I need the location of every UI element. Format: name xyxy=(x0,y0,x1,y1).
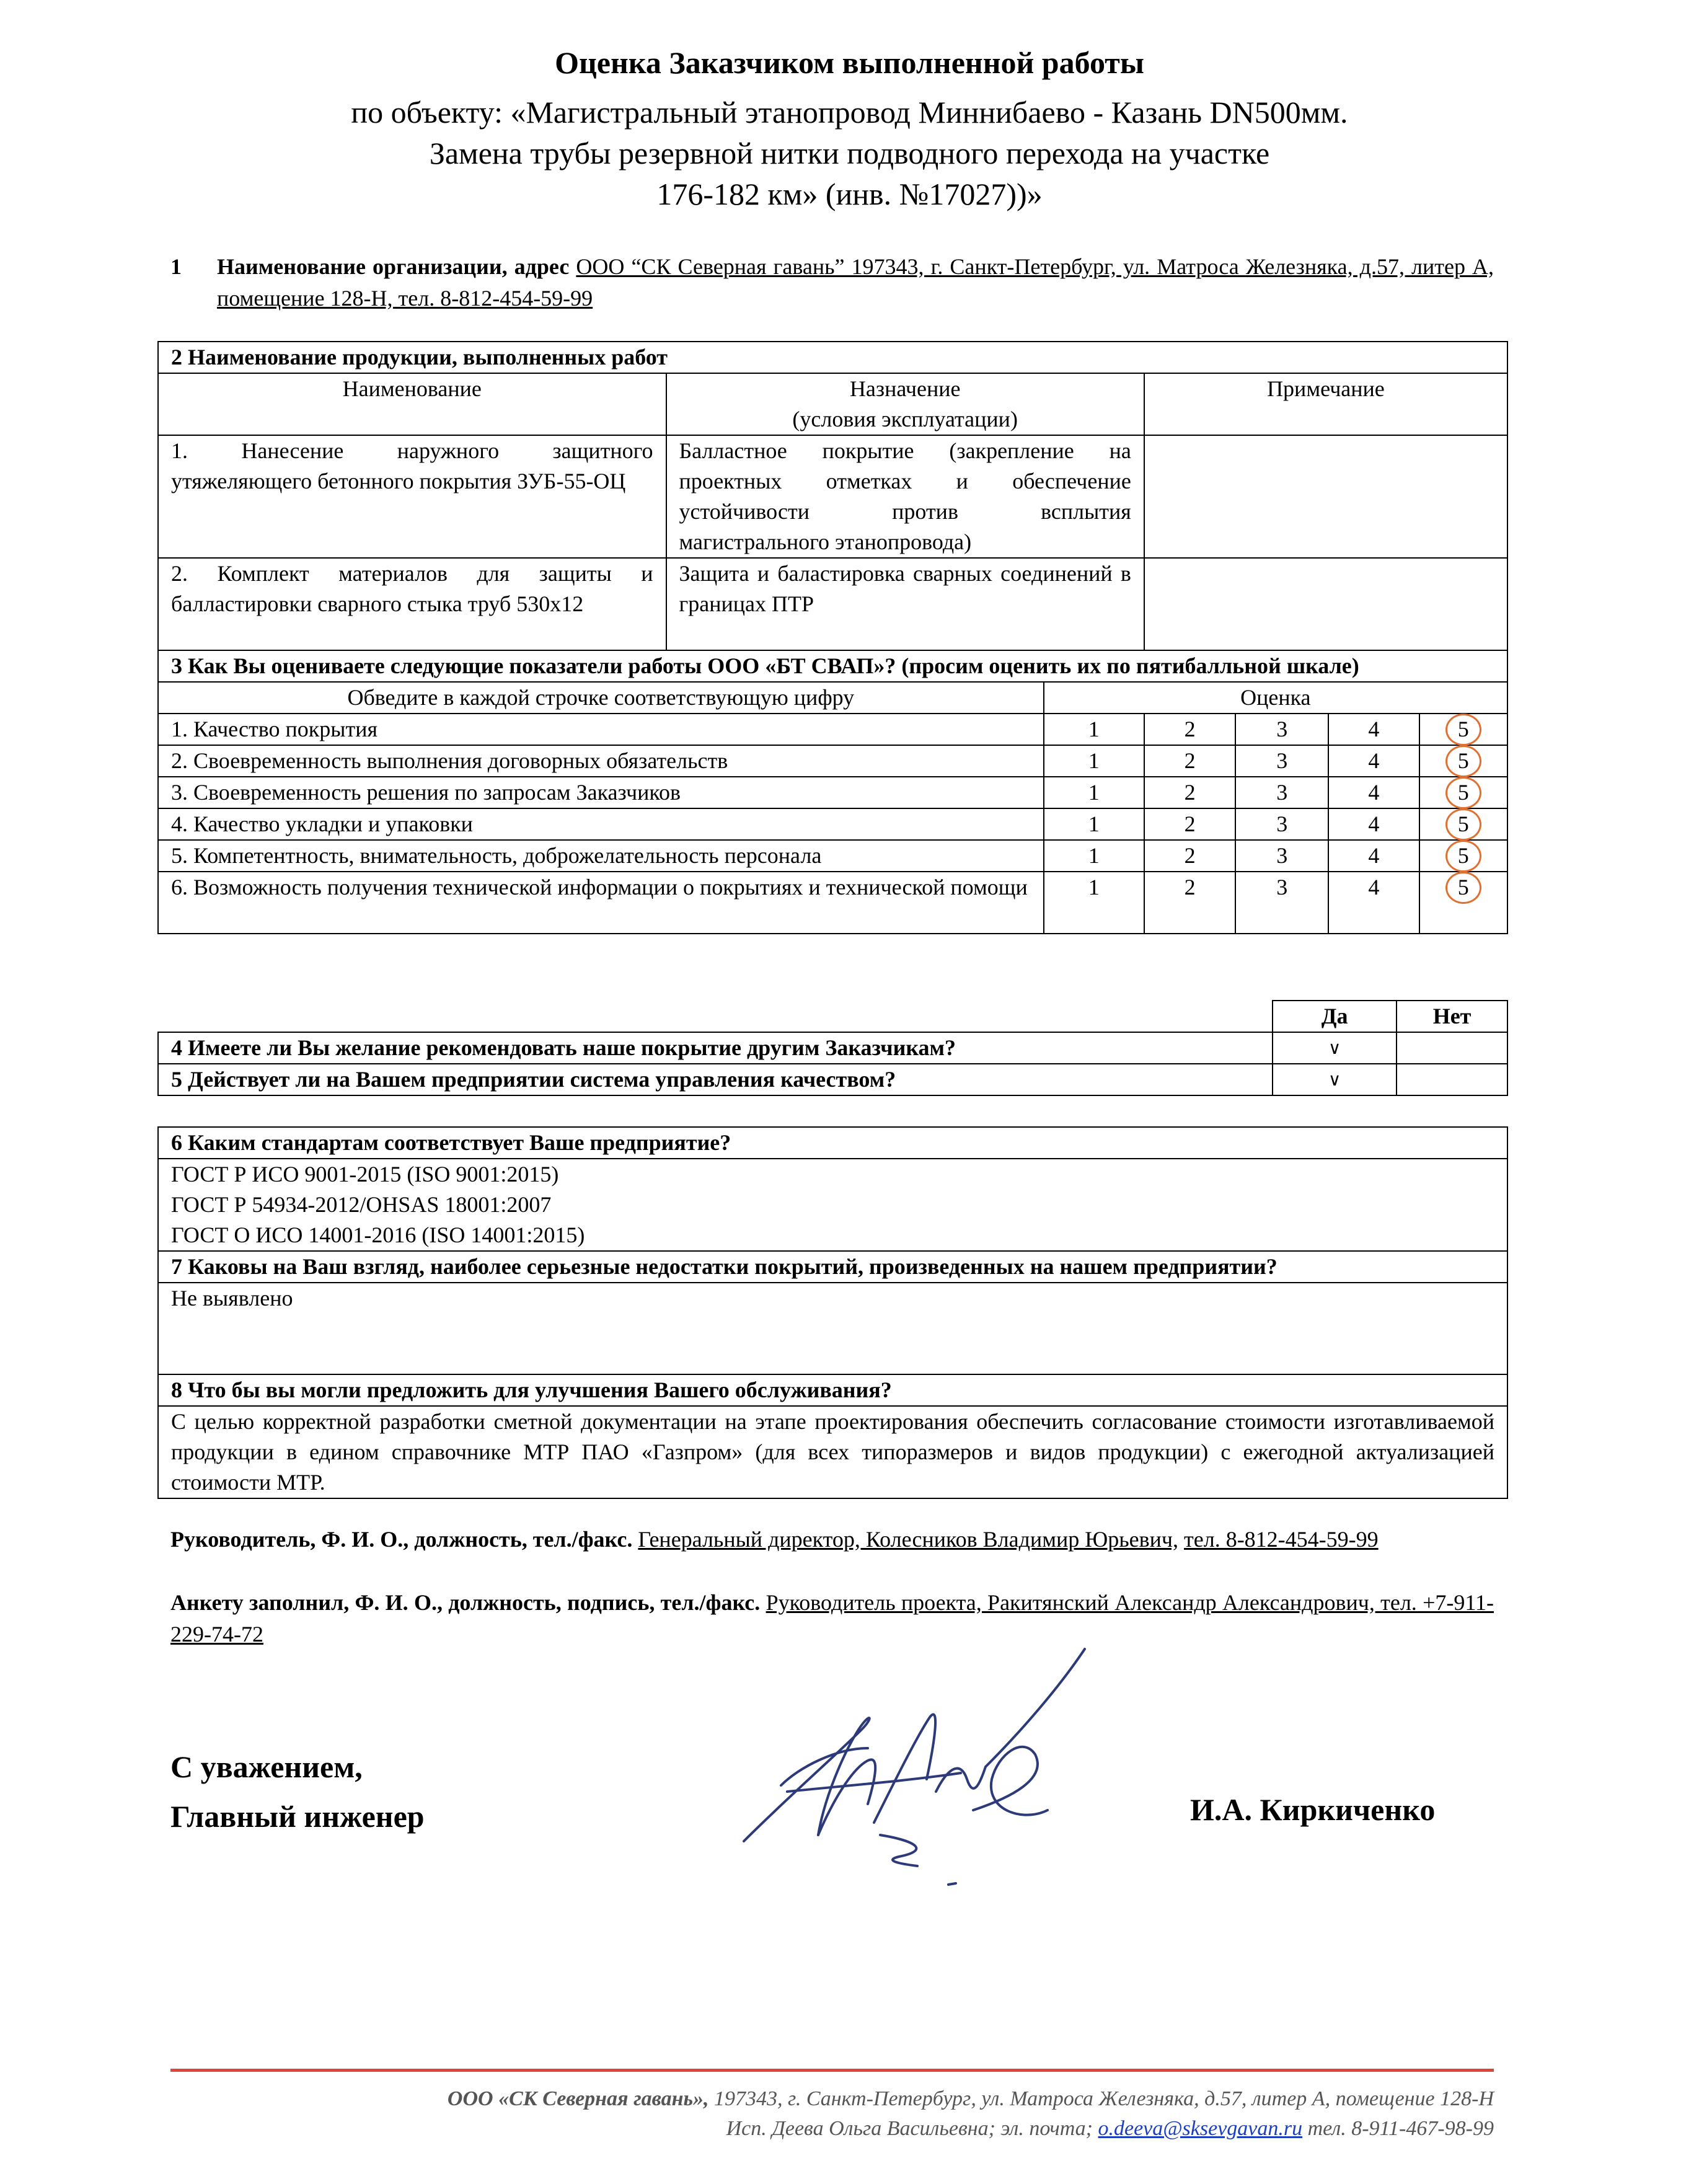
head-value: Генеральный директор, Колесников Владимир Юрьевич, xyxy=(638,1527,1179,1552)
score-option[interactable]: 3 xyxy=(1235,745,1328,777)
section3-header: 3 Как Вы оцениваете следующие показатели работы ООО «БТ СВАП»? (просим оценить их по пятибалльной шкале) xyxy=(158,650,1507,682)
rating-row xyxy=(158,872,1507,934)
subtitle-line: 176-182 км» (инв. №17027))» xyxy=(656,177,1043,211)
document-title: Оценка Заказчиком выполненной работы xyxy=(555,45,1144,80)
closing-block xyxy=(170,1742,425,1841)
head-phone: тел. 8-812-454-59-99 xyxy=(1184,1527,1379,1552)
yes-column-header: Да xyxy=(1273,1001,1397,1032)
footer-contact: Исп. Деева Ольга Васильевна; эл. почта; xyxy=(726,2117,1093,2140)
products-and-rating-table xyxy=(157,341,1508,934)
rating-row xyxy=(158,808,1507,840)
footer-phone: тел. 8-911-467-98-99 xyxy=(1307,2117,1494,2140)
col-purpose-header: Назначение (условия эксплуатации) xyxy=(666,373,1144,435)
product-row xyxy=(158,435,1507,558)
standard-item: ГОСТ Р ИСО 9001-2015 (ISO 9001:2015) xyxy=(171,1162,559,1187)
product-name: 1. Нанесение наружного защитного утяжеляющего бетонного покрытия ЗУБ-55-ОЦ xyxy=(158,435,666,558)
rating-row xyxy=(158,745,1507,777)
score-option[interactable]: 1 xyxy=(1044,808,1144,840)
score-option[interactable]: 1 xyxy=(1044,745,1144,777)
score-option[interactable]: 1 xyxy=(1044,777,1144,808)
section-number: 1 xyxy=(170,254,182,279)
score-option[interactable]: 2 xyxy=(1144,745,1236,777)
document-subtitle xyxy=(0,92,1699,214)
score-option-selected[interactable]: 5 xyxy=(1419,840,1507,872)
open-questions-table xyxy=(157,1126,1508,1499)
score-option[interactable]: 4 xyxy=(1328,714,1419,745)
instruction-header: Обведите в каждой строчке соответствующую цифру xyxy=(158,682,1044,714)
filled-by-value: Руководитель проекта, Ракитянский Александр Александрович, тел. +7-911-229-74-72 xyxy=(170,1590,1494,1647)
score-option[interactable]: 4 xyxy=(1328,808,1419,840)
product-name: 2. Комплект материалов для защиты и балластировки сварного стыка труб 530х12 xyxy=(158,558,666,650)
section7-answer: Не выявлено xyxy=(158,1283,1507,1374)
score-option[interactable]: 2 xyxy=(1144,872,1236,934)
score-option[interactable]: 4 xyxy=(1328,777,1419,808)
organization-value: ООО “СК Северная гавань” 197343, г. Санкт-Петербург, ул. Матроса Железняка, д.57, литер А, помещение 128-Н, тел. 8-812-454-59-99 xyxy=(217,254,1494,311)
question-label: 5 Действует ли на Вашем предприятии система управления качеством? xyxy=(158,1064,1273,1095)
no-answer-cell[interactable] xyxy=(1397,1064,1507,1095)
section6-header: 6 Каким стандартам соответствует Ваше предприятие? xyxy=(158,1127,1507,1159)
subtitle-line: Замена трубы резервной нитки подводного перехода на участке xyxy=(429,136,1270,170)
rating-label: 2. Своевременность выполнения договорных обязательств xyxy=(158,745,1044,777)
score-option[interactable]: 2 xyxy=(1144,714,1236,745)
score-option[interactable]: 2 xyxy=(1144,777,1236,808)
yes-answer-mark[interactable]: ∨ xyxy=(1273,1064,1397,1095)
regards-text: С уважением, xyxy=(170,1749,363,1784)
footer xyxy=(170,2084,1494,2144)
score-option[interactable]: 3 xyxy=(1235,777,1328,808)
head-info xyxy=(170,1524,1494,1555)
col-name-header: Наименование xyxy=(158,373,666,435)
footer-email-link[interactable]: o.deeva@sksevgavan.ru xyxy=(1098,2117,1303,2140)
score-option[interactable]: 3 xyxy=(1235,872,1328,934)
filled-by-label: Анкету заполнил, Ф. И. О., должность, подпись, тел./факс. xyxy=(170,1590,761,1615)
score-option[interactable]: 3 xyxy=(1235,714,1328,745)
standard-item: ГОСТ О ИСО 14001-2016 (ISO 14001:2015) xyxy=(171,1222,585,1247)
product-note xyxy=(1144,435,1507,558)
yes-no-table xyxy=(157,1000,1508,1096)
section7-header: 7 Каковы на Ваш взгляд, наиболее серьезные недостатки покрытий, произведенных на нашем предприятии? xyxy=(158,1251,1507,1283)
organization-label: Наименование организации, адрес xyxy=(217,254,570,279)
section2-header: 2 Наименование продукции, выполненных работ xyxy=(158,342,1507,373)
no-answer-cell[interactable] xyxy=(1397,1032,1507,1064)
footer-rule xyxy=(170,2069,1494,2072)
score-option[interactable]: 2 xyxy=(1144,840,1236,872)
score-option[interactable]: 1 xyxy=(1044,840,1144,872)
score-option[interactable]: 1 xyxy=(1044,872,1144,934)
score-option[interactable]: 4 xyxy=(1328,840,1419,872)
rating-label: 6. Возможность получения технической информации о покрытиях и технической помощи xyxy=(158,872,1044,934)
score-option[interactable]: 1 xyxy=(1044,714,1144,745)
rating-row xyxy=(158,840,1507,872)
product-purpose: Балластное покрытие (закрепление на проектных отметках и обеспечение устойчивости против всплытия магистрального этанопровода) xyxy=(666,435,1144,558)
signer-name: И.А. Киркиченко xyxy=(1190,1792,1436,1827)
rating-label: 4. Качество укладки и упаковки xyxy=(158,808,1044,840)
signature-image xyxy=(713,1637,1097,1897)
score-option[interactable]: 3 xyxy=(1235,840,1328,872)
product-purpose: Защита и баластировка сварных соединений в границах ПТР xyxy=(666,558,1144,650)
score-option[interactable]: 4 xyxy=(1328,745,1419,777)
rating-label: 5. Компетентность, внимательность, доброжелательность персонала xyxy=(158,840,1044,872)
score-option[interactable]: 4 xyxy=(1328,872,1419,934)
rating-row xyxy=(158,777,1507,808)
rating-row xyxy=(158,714,1507,745)
score-option-selected[interactable]: 5 xyxy=(1419,777,1507,808)
score-option-selected[interactable]: 5 xyxy=(1419,745,1507,777)
score-option[interactable]: 3 xyxy=(1235,808,1328,840)
score-option-selected[interactable]: 5 xyxy=(1419,808,1507,840)
score-header: Оценка xyxy=(1044,682,1507,714)
footer-company: ООО «СК Северная гавань», xyxy=(447,2087,709,2110)
score-option[interactable]: 2 xyxy=(1144,808,1236,840)
no-column-header: Нет xyxy=(1397,1001,1507,1032)
section8-answer: С целью корректной разработки сметной документации на этапе проектирования обеспечить согласование стоимости изготавливаемой продукции в едином справочнике МТР ПАО «Газпром» (для всех типоразмеров и видов продукции) с ежегодной актуализацией стоимости МТР. xyxy=(158,1406,1507,1498)
yes-answer-mark[interactable]: ∨ xyxy=(1273,1032,1397,1064)
question-label: 4 Имеете ли Вы желание рекомендовать наше покрытие другим Заказчикам? xyxy=(158,1032,1273,1064)
yes-no-row xyxy=(158,1032,1507,1064)
footer-address: 197343, г. Санкт-Петербург, ул. Матроса Железняка, д.57, литер А, помещение 128-Н xyxy=(714,2087,1494,2110)
product-row xyxy=(158,558,1507,650)
head-label: Руководитель, Ф. И. О., должность, тел./факс. xyxy=(170,1527,633,1552)
product-note xyxy=(1144,558,1507,650)
score-option-selected[interactable]: 5 xyxy=(1419,714,1507,745)
signer-position: Главный инженер xyxy=(170,1799,425,1834)
section8-header: 8 Что бы вы могли предложить для улучшения Вашего обслуживания? xyxy=(158,1374,1507,1406)
rating-label: 3. Своевременность решения по запросам Заказчиков xyxy=(158,777,1044,808)
rating-label: 1. Качество покрытия xyxy=(158,714,1044,745)
yes-no-row xyxy=(158,1064,1507,1095)
score-option-selected[interactable]: 5 xyxy=(1419,872,1507,934)
standard-item: ГОСТ Р 54934-2012/OHSAS 18001:2007 xyxy=(171,1192,552,1217)
standards-list xyxy=(158,1159,1507,1251)
subtitle-line: по объекту: «Магистральный этанопровод Миннибаево - Казань DN500мм. xyxy=(351,95,1348,130)
col-note-header: Примечание xyxy=(1144,373,1507,435)
